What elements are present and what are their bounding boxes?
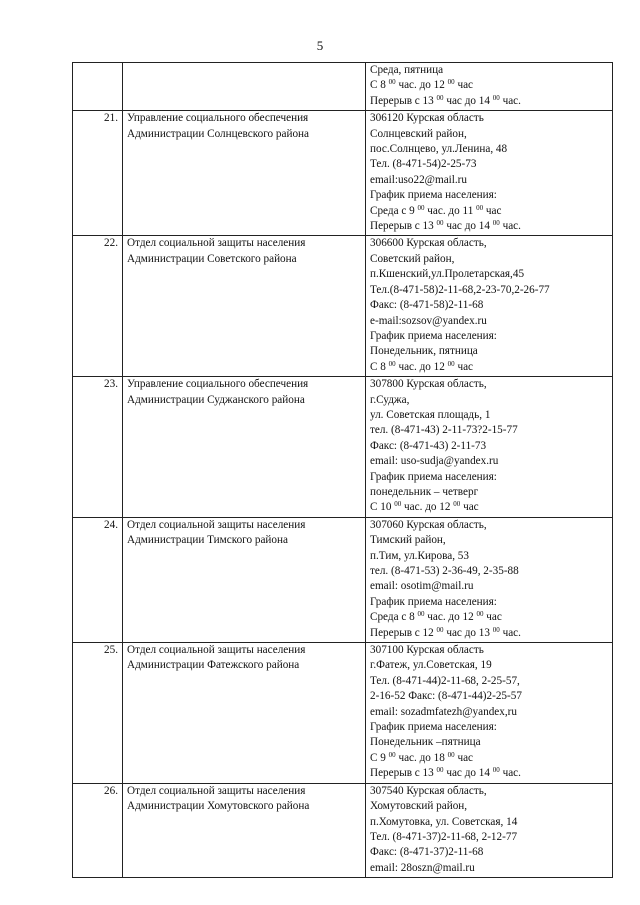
organization-name [123,63,366,111]
table-body [73,63,613,878]
contact-line [370,439,608,454]
contact-line [370,549,608,564]
table-row [73,63,613,111]
contact-text: Тел. (8-471-37)2-11-68, 2-12-77 [370,830,518,843]
organization-name-line: Отдел социальной защиты населения [127,644,306,657]
contact-line [370,610,608,625]
contact-line [370,705,608,720]
contact-line [370,689,608,704]
contact-line [370,78,608,93]
contact-text: Факс: (8-471-58)2-11-68 [370,299,484,312]
time-minutes-superscript: 00 [447,750,455,759]
contact-text: 307540 Курская область, [370,784,487,797]
contact-line [370,267,608,282]
contact-text: Советский район, [370,252,455,265]
contact-text: Перерыв с 13 [370,767,437,780]
contact-line [370,799,608,814]
contact-line [370,283,608,298]
organization-name [123,236,366,377]
contact-line [370,579,608,594]
contact-line [370,861,608,876]
organization-name-line: Отдел социальной защиты населения [127,237,306,250]
contact-text: п.Тим, ул.Кирова, 53 [370,549,469,562]
contact-line [370,219,608,234]
contact-text: Тел. (8-471-44)2-11-68, 2-25-57, [370,674,520,687]
contact-line [370,111,608,126]
contact-line [370,674,608,689]
contact-line [370,784,608,799]
contact-text: час. до 12 [395,79,448,92]
contact-text: час. до 12 [395,360,448,373]
contact-text: 306600 Курская область, [370,237,487,250]
contact-text: Факс: (8-471-43) 2-11-73 [370,439,487,452]
contact-line [370,533,608,548]
contact-text: час [454,360,474,373]
time-minutes-superscript: 00 [394,500,402,509]
organization-name-line: Администрации Суджанского района [127,393,305,406]
contact-text: Среда с 9 [370,204,418,217]
contact-line [370,626,608,641]
contact-text: С 10 [370,501,395,514]
time-minutes-superscript: 00 [492,766,500,775]
contact-text: Перерыв с 13 [370,220,437,233]
contact-text: email: sozadmfatezh@yandex,ru [370,705,517,718]
time-minutes-superscript: 00 [417,203,425,212]
contact-line [370,127,608,142]
organization-name-line: Администрации Хомутовского района [127,800,310,813]
contact-text: График приема населения: [370,595,497,608]
contact-text: час до 14 [443,94,493,107]
contact-text: час. [499,94,521,107]
contact-text: час [454,751,474,764]
time-minutes-superscript: 00 [447,359,455,368]
contact-line [370,298,608,313]
contact-info [366,643,613,784]
table-row [73,111,613,236]
organization-name-line: Администрации Советского района [127,252,297,265]
table-row [73,377,613,518]
time-minutes-superscript: 00 [436,93,444,102]
contact-text: email: uso-sudja@yandex.ru [370,455,499,468]
contact-text: 307800 Курская область, [370,378,487,391]
contact-text: email: osotim@mail.ru [370,580,474,593]
contact-text: тел. (8-471-53) 2-36-49, 2-35-88 [370,565,519,577]
contact-line [370,329,608,344]
organization-name-line: Администрации Тимского района [127,534,288,547]
time-minutes-superscript: 00 [476,203,484,212]
contact-text: Хомутовский район, [370,800,468,813]
contact-line [370,485,608,500]
contact-line [370,157,608,172]
contact-line [370,720,608,735]
organization-name-line: Администрации Солнцевского района [127,127,309,140]
contact-line [370,344,608,359]
contact-line [370,751,608,766]
row-number [73,63,123,111]
contact-line [370,564,608,579]
organization-name-line: Управление социального обеспечения [127,112,309,125]
contact-text: час до 13 [443,626,493,639]
contact-text: час. до 18 [395,751,448,764]
contact-line [370,408,608,423]
contact-line [370,204,608,219]
contact-text: понедельник – четверг [370,485,479,498]
row-number: 24. [73,517,123,642]
time-minutes-superscript: 00 [492,93,500,102]
contact-text: час. [499,626,521,639]
contact-text: час до 14 [443,767,493,780]
time-minutes-superscript: 00 [436,219,444,228]
organization-name-line: Отдел социальной защиты населения [127,784,306,797]
contact-text: час [454,79,474,92]
contact-text: 306120 Курская область [370,112,484,125]
contact-text: час до 14 [443,220,493,233]
contact-info [366,63,613,111]
contact-text: ул. Советская площадь, 1 [370,408,491,421]
contact-line [370,643,608,658]
organization-name-line: Администрации Фатежского района [127,659,300,672]
contact-info [366,517,613,642]
organization-name [123,377,366,518]
contact-text: п.Хомутовка, ул. Советская, 14 [370,815,518,828]
social-services-table [72,62,613,878]
contact-text: час [460,501,479,514]
time-minutes-superscript: 00 [388,359,396,368]
contact-text: час. [499,220,521,233]
contact-line [370,845,608,860]
contact-text: час [483,611,502,624]
contact-text: Тимский район, [370,534,446,547]
contact-line [370,423,608,438]
contact-line [370,252,608,267]
contact-line [370,735,608,750]
contact-line [370,314,608,329]
contact-text: пос.Солнцево, ул.Ленина, 48 [370,143,508,156]
contact-info [366,783,613,877]
contact-text: e-mail:sozsov@yandex.ru [370,314,487,327]
organization-name [123,783,366,877]
contact-text: 2-16-52 Факс: (8-471-44)2-25-57 [370,690,522,703]
contact-text: час. до 11 [424,204,477,217]
time-minutes-superscript: 00 [388,750,396,759]
contact-line [370,500,608,515]
contact-text: Тел.(8-471-58)2-11-68,2-23-70,2-26-77 [370,283,550,296]
time-minutes-superscript: 00 [417,610,425,619]
contact-line [370,377,608,392]
contact-text: Понедельник, пятница [370,345,478,358]
contact-info [366,236,613,377]
organization-name [123,111,366,236]
row-number: 21. [73,111,123,236]
contact-line [370,454,608,469]
table-row [73,236,613,377]
contact-line [370,815,608,830]
contact-text: Среда с 8 [370,611,418,624]
contact-text: Факс: (8-471-37)2-11-68 [370,846,484,859]
contact-text: График приема населения: [370,721,497,734]
contact-text: час. [499,767,521,780]
contact-text: п.Кшенский,ул.Пролетарская,45 [370,268,525,281]
organization-name [123,643,366,784]
contact-line [370,188,608,203]
organization-name-line: Отдел социальной защиты населения [127,518,306,531]
table-row [73,783,613,877]
contact-text: Перерыв с 12 [370,626,437,639]
time-minutes-superscript: 00 [436,625,444,634]
contact-text: час. до 12 [401,501,454,514]
contact-text: С 9 [370,751,389,764]
contact-info [366,111,613,236]
contact-text: 307100 Курская область [370,644,484,657]
contact-text: Понедельник –пятница [370,736,481,749]
contact-text: Тел. (8-471-54)2-25-73 [370,158,477,171]
contact-line [370,830,608,845]
row-number: 22. [73,236,123,377]
contact-text: email: 28oszn@mail.ru [370,861,475,874]
contact-line [370,766,608,781]
time-minutes-superscript: 00 [476,610,484,619]
contact-text: График приема населения: [370,329,497,342]
page-number: 5 [316,38,324,53]
row-number: 23. [73,377,123,518]
contact-text: Перерыв с 13 [370,94,437,107]
contact-line [370,94,608,109]
contact-text: час. до 12 [424,611,477,624]
table-row [73,643,613,784]
contact-line [370,595,608,610]
contact-line [370,173,608,188]
organization-name-line: Управление социального обеспечения [127,378,309,391]
time-minutes-superscript: 00 [388,78,396,87]
contact-line [370,63,608,78]
contact-text: График приема населения: [370,470,497,483]
row-number: 26. [73,783,123,877]
contact-text: г.Фатеж, ул.Советская, 19 [370,659,492,672]
organization-name [123,517,366,642]
contact-line [370,393,608,408]
contact-info [366,377,613,518]
contact-text: С 8 [370,79,389,92]
contact-line [370,236,608,251]
table-row [73,517,613,642]
contact-line [370,518,608,533]
time-minutes-superscript: 00 [492,625,500,634]
contact-text: 307060 Курская область, [370,518,487,531]
contact-line [370,470,608,485]
contact-text: тел. (8-471-43) 2-11-73?2-15-77 [370,424,518,437]
contact-line [370,658,608,673]
row-number: 25. [73,643,123,784]
contact-text: г.Суджа, [370,393,410,406]
time-minutes-superscript: 00 [447,78,455,87]
time-minutes-superscript: 00 [492,219,500,228]
contact-text: Среда, пятница [370,64,444,76]
contact-text: Солнцевский район, [370,127,467,140]
time-minutes-superscript: 00 [436,766,444,775]
contact-text: С 8 [370,360,389,373]
contact-line [370,142,608,157]
time-minutes-superscript: 00 [453,500,461,509]
contact-text: email:uso22@mail.ru [370,173,467,186]
contact-text: час [483,204,502,217]
contact-line [370,360,608,375]
contact-text: График приема населения: [370,189,497,202]
